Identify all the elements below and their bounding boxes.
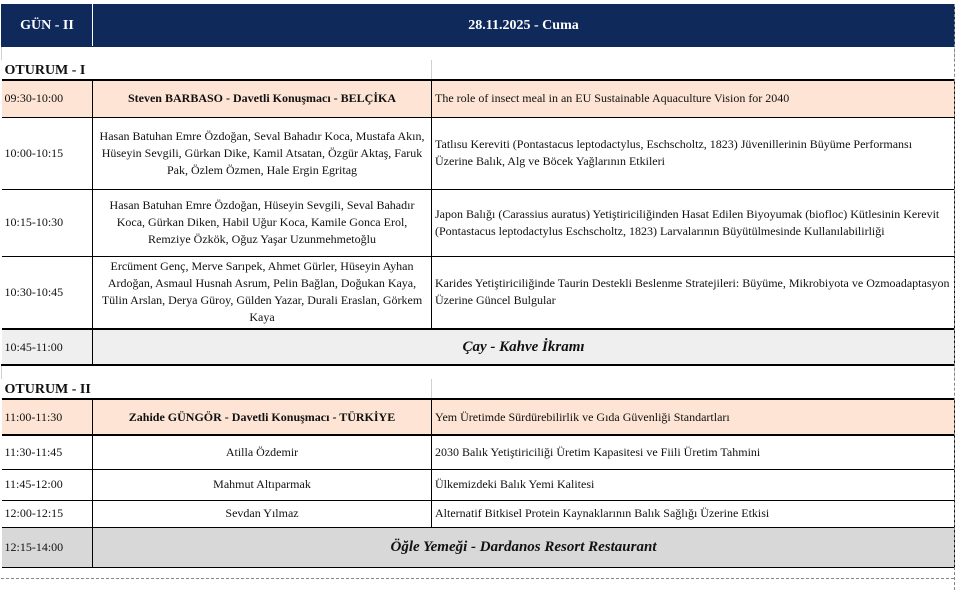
break-label: Çay - Kahve İkramı xyxy=(93,329,955,365)
time-cell: 10:30-10:45 xyxy=(2,256,93,329)
page-break-line xyxy=(1,578,954,579)
time-cell: 12:15-14:00 xyxy=(2,527,93,567)
time-cell: 10:00-10:15 xyxy=(2,117,93,189)
break-row xyxy=(2,329,955,365)
speaker-cell: Zahide GÜNGÖR - Davetli Konuşmacı - TÜRKİYE xyxy=(93,399,432,435)
title-cell: Alternatif Bitkisel Protein Kaynaklarının Balık Sağlığı Üzerine Etkisi xyxy=(432,500,955,527)
table-row xyxy=(2,80,955,117)
authors-cell: Sevdan Yılmaz xyxy=(93,500,432,527)
program-table xyxy=(1,4,955,568)
table-row xyxy=(2,117,955,189)
session-title: OTURUM - I xyxy=(2,60,432,80)
table-row xyxy=(2,500,955,527)
table-row xyxy=(2,189,955,256)
day-label: GÜN - II xyxy=(2,5,93,47)
authors-cell: Hasan Batuhan Emre Özdoğan, Hüseyin Sevgili, Seval Bahadır Koca, Gürkan Diken, Habil Uğur Koca, Kamile Gonca Erol, Remziye Özkök, Oğuz Yaşar Uzunmehmetoğlu xyxy=(93,189,432,256)
header-row xyxy=(2,5,955,47)
table-row xyxy=(2,435,955,469)
time-cell: 11:45-12:00 xyxy=(2,469,93,500)
time-cell: 12:00-12:15 xyxy=(2,500,93,527)
title-cell: Ülkemizdeki Balık Yemi Kalitesi xyxy=(432,469,955,500)
session-title: OTURUM - II xyxy=(2,379,432,399)
authors-cell: Hasan Batuhan Emre Özdoğan, Seval Bahadır Koca, Mustafa Akın, Hüseyin Sevgili, Gürkan Dike, Kamil Atsatan, Özgür Aktaş, Faruk Pak, Özlem Özmen, Hale Ergin Egritag xyxy=(93,117,432,189)
lunch-label: Öğle Yemeği - Dardanos Resort Restaurant xyxy=(93,527,955,567)
spacer xyxy=(2,47,955,61)
table-row xyxy=(2,469,955,500)
time-cell: 10:15-10:30 xyxy=(2,189,93,256)
time-cell: 11:00-11:30 xyxy=(2,399,93,435)
title-cell: The role of insect meal in an EU Sustainable Aquaculture Vision for 2040 xyxy=(432,80,955,117)
title-cell: Yem Üretimde Sürdürebilirlik ve Gıda Güvenliği Standartları xyxy=(432,399,955,435)
title-cell: Japon Balığı (Carassius auratus) Yetiştiriciliğinden Hasat Edilen Biyoyumak (biofloc) Kütlesinin Kerevit (Pontastacus leptodactylus Eschscholtz, 1823) Larvalarının Büyütülmesinde Kullanılabilirliği xyxy=(432,189,955,256)
time-cell: 11:30-11:45 xyxy=(2,435,93,469)
title-cell: Karides Yetiştiriciliğinde Taurin Destekli Beslenme Stratejileri: Büyüme, Mikrobiyota ve Ozmoadaptasyon Üzerine Güncel Bulgular xyxy=(432,256,955,329)
speaker-cell: Steven BARBASO - Davetli Konuşmacı - BELÇİKA xyxy=(93,80,432,117)
authors-cell: Atilla Özdemir xyxy=(93,435,432,469)
authors-cell: Ercüment Genç, Merve Sarıpek, Ahmet Gürler, Hüseyin Ayhan Ardoğan, Asmaul Husnah Asrum, Pelin Bağlan, Doğukan Kaya, Tülin Arslan, Derya Güroy, Gülden Yazar, Durali Eraslan, Görkem Kaya xyxy=(93,256,432,329)
session-heading xyxy=(2,60,955,80)
time-cell: 09:30-10:00 xyxy=(2,80,93,117)
date-label: 28.11.2025 - Cuma xyxy=(93,5,955,47)
time-cell: 10:45-11:00 xyxy=(2,329,93,365)
lunch-row xyxy=(2,527,955,567)
title-cell: 2030 Balık Yetiştiriciliği Üretim Kapasitesi ve Fiili Üretim Tahmini xyxy=(432,435,955,469)
page-break-line xyxy=(954,4,955,590)
table-row xyxy=(2,399,955,435)
authors-cell: Mahmut Altıparmak xyxy=(93,469,432,500)
table-row xyxy=(2,256,955,329)
title-cell: Tatlısu Kereviti (Pontastacus leptodactylus, Eschscholtz, 1823) Jüvenillerinin Büyüme Performansı Üzerine Balık, Alg ve Böcek Yağlarının Etkileri xyxy=(432,117,955,189)
session-heading xyxy=(2,379,955,399)
spacer xyxy=(2,365,955,379)
